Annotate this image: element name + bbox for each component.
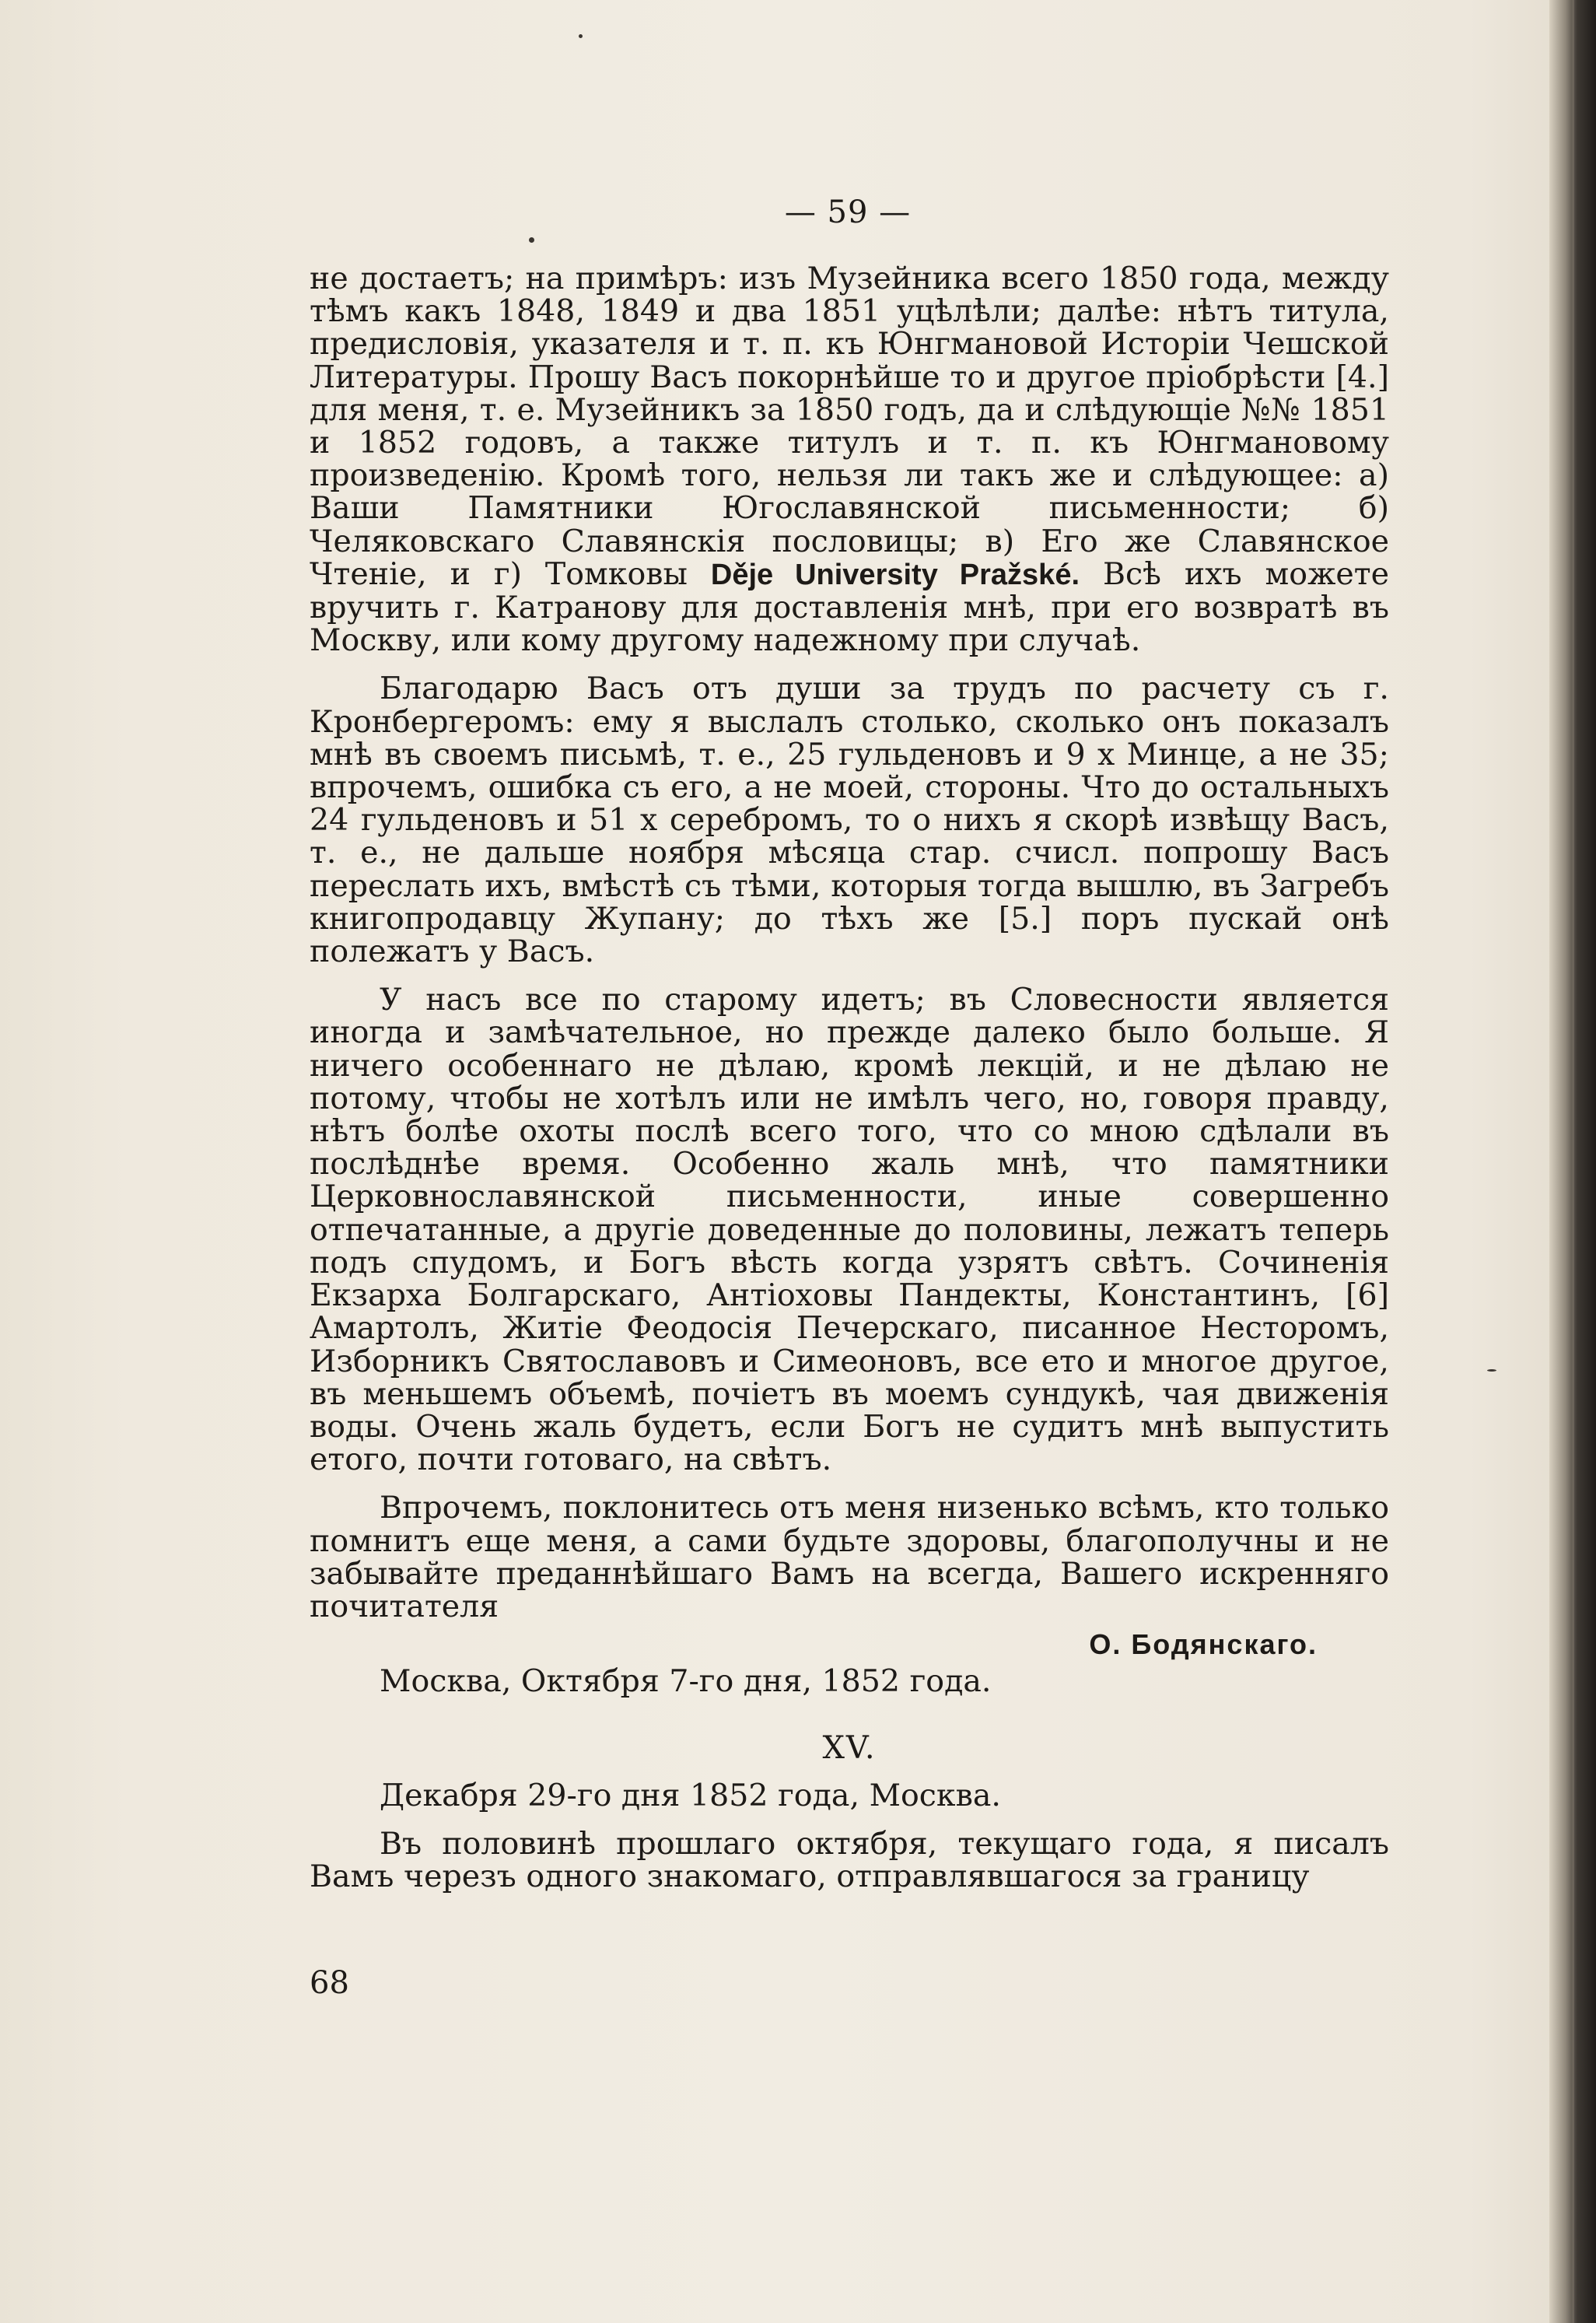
book-title-deje-university: Děje University Pražské. [710,558,1080,591]
letter2-paragraph-1: Въ половинѣ прошлаго октября, текущаго года, я писалъ Вамъ черезъ одного знакомаго, отправлявшагося за границу [310,1825,1389,1894]
letter1-paragraph-1-text-a: не достаетъ; на примѣръ: изъ Музейника всего 1850 года, между тѣмъ какъ 1848, 1849 и два 1851 уцѣлѣли; далѣе: нѣтъ титула, предисловія, указателя и т. п. къ Юнгмановой Исторіи Чешской Литературы. Прошу Васъ покорнѣйше то и другое пріобрѣсти [4.] для меня, т. е. Музейникъ за 1850 годъ, да и слѣдующіе №№ 1851 и 1852 годовъ, а также титулъ и т. п. къ Юнгмановому произведенію. Кромѣ того, нельзя ли такъ же и слѣдующее: а) Ваши Памятники Югославянской письменности; б) Челяковскаго Славянскія пословицы; в) Его же Славянское Чтеніе, и г) Томковы [310,261,1389,592]
paper-fleck [579,34,583,38]
sheet-signature-mark: 68 [310,1965,349,2001]
paper-fleck [529,237,534,243]
letter1-paragraph-3: У насъ все по старому идетъ; въ Словесности является иногда и замѣчательное, но прежде далеко было больше. Я ничего особеннаго не дѣлаю, кромѣ лекцій, и не дѣлаю не потому, чтобы не хотѣлъ или не имѣлъ чего, но, говоря правду, нѣтъ болѣе охоты послѣ всего того, что со мною сдѣлали въ послѣднѣе время. Особенно жаль мнѣ, что памятники Церковнославянской письменности, иные совершенно отпечатанные, а другіе доведенные до половины, лежатъ теперь подъ спудомъ, и Богъ вѣсть когда узрятъ свѣтъ. Сочиненія Екзарха Болгарскаго, Антіоховы Пандекты, Константинъ, [6] Амартолъ, Житіе Феодосія Печерскаго, писанное Несторомъ, Изборникъ Святославовъ и Симеоновъ, все ето и многое другое, въ меньшемъ объемѣ, почіетъ въ моемъ сундукѣ, чая движенія воды. Очень жаль будетъ, если Богъ не судитъ мнѣ выпустить етого, почти готоваго, на свѣтъ. [310,982,1389,1478]
letter1-paragraph-4: Впрочемъ, поклонитесь отъ меня низенько всѣмъ, кто только помнитъ еще меня, а сами будьте здоровы, благополучны и не забывайте преданнѣйшаго Вамъ на всегда, Вашего искренняго почитателя [310,1490,1389,1624]
letter-text [310,262,1389,1893]
letter1-paragraph-1 [310,262,1389,657]
letter-number-heading: XV. [822,1730,877,1767]
letter1-paragraph-1-text-b: Всѣ ихъ можете вручить г. Катранову для доставленія мнѣ, при его возвратѣ въ Москву, или кому другому надежному при случаѣ. [310,555,1390,659]
letter-signature: О. Бодянскаго. [1089,1628,1318,1661]
letter1-paragraph-2: Благодарю Васъ отъ души за трудъ по расчету съ г. Кронбергеромъ: ему я выслалъ столько, сколько онъ показалъ мнѣ въ своемъ письмѣ, т. е., 25 гульденовъ и 9 х Минце, а не 35; впрочемъ, ошибка съ его, а не моей, стороны. Что до остальныхъ 24 гульденовъ и 51 х серебромъ, то о нихъ я скорѣ извѣщу Васъ, т. е., не дальше ноября мѣсяца стар. счисл. попрошу Васъ переслать ихъ, вмѣстѣ съ тѣми, которыя тогда вышлю, въ Загребъ книгопродавцу Жупану; до тѣхъ же [5.] поръ пускай онѣ полежатъ у Васъ. [310,671,1389,970]
paper-fleck [1487,1369,1496,1372]
page-number: — 59 — [784,194,912,230]
letter-place-date: Москва, Октября 7-го дня, 1852 года. [380,1663,992,1700]
letter2-dateline: Декабря 29-го дня 1852 года, Москва. [380,1777,1001,1813]
binding-edge [1572,0,1574,2323]
